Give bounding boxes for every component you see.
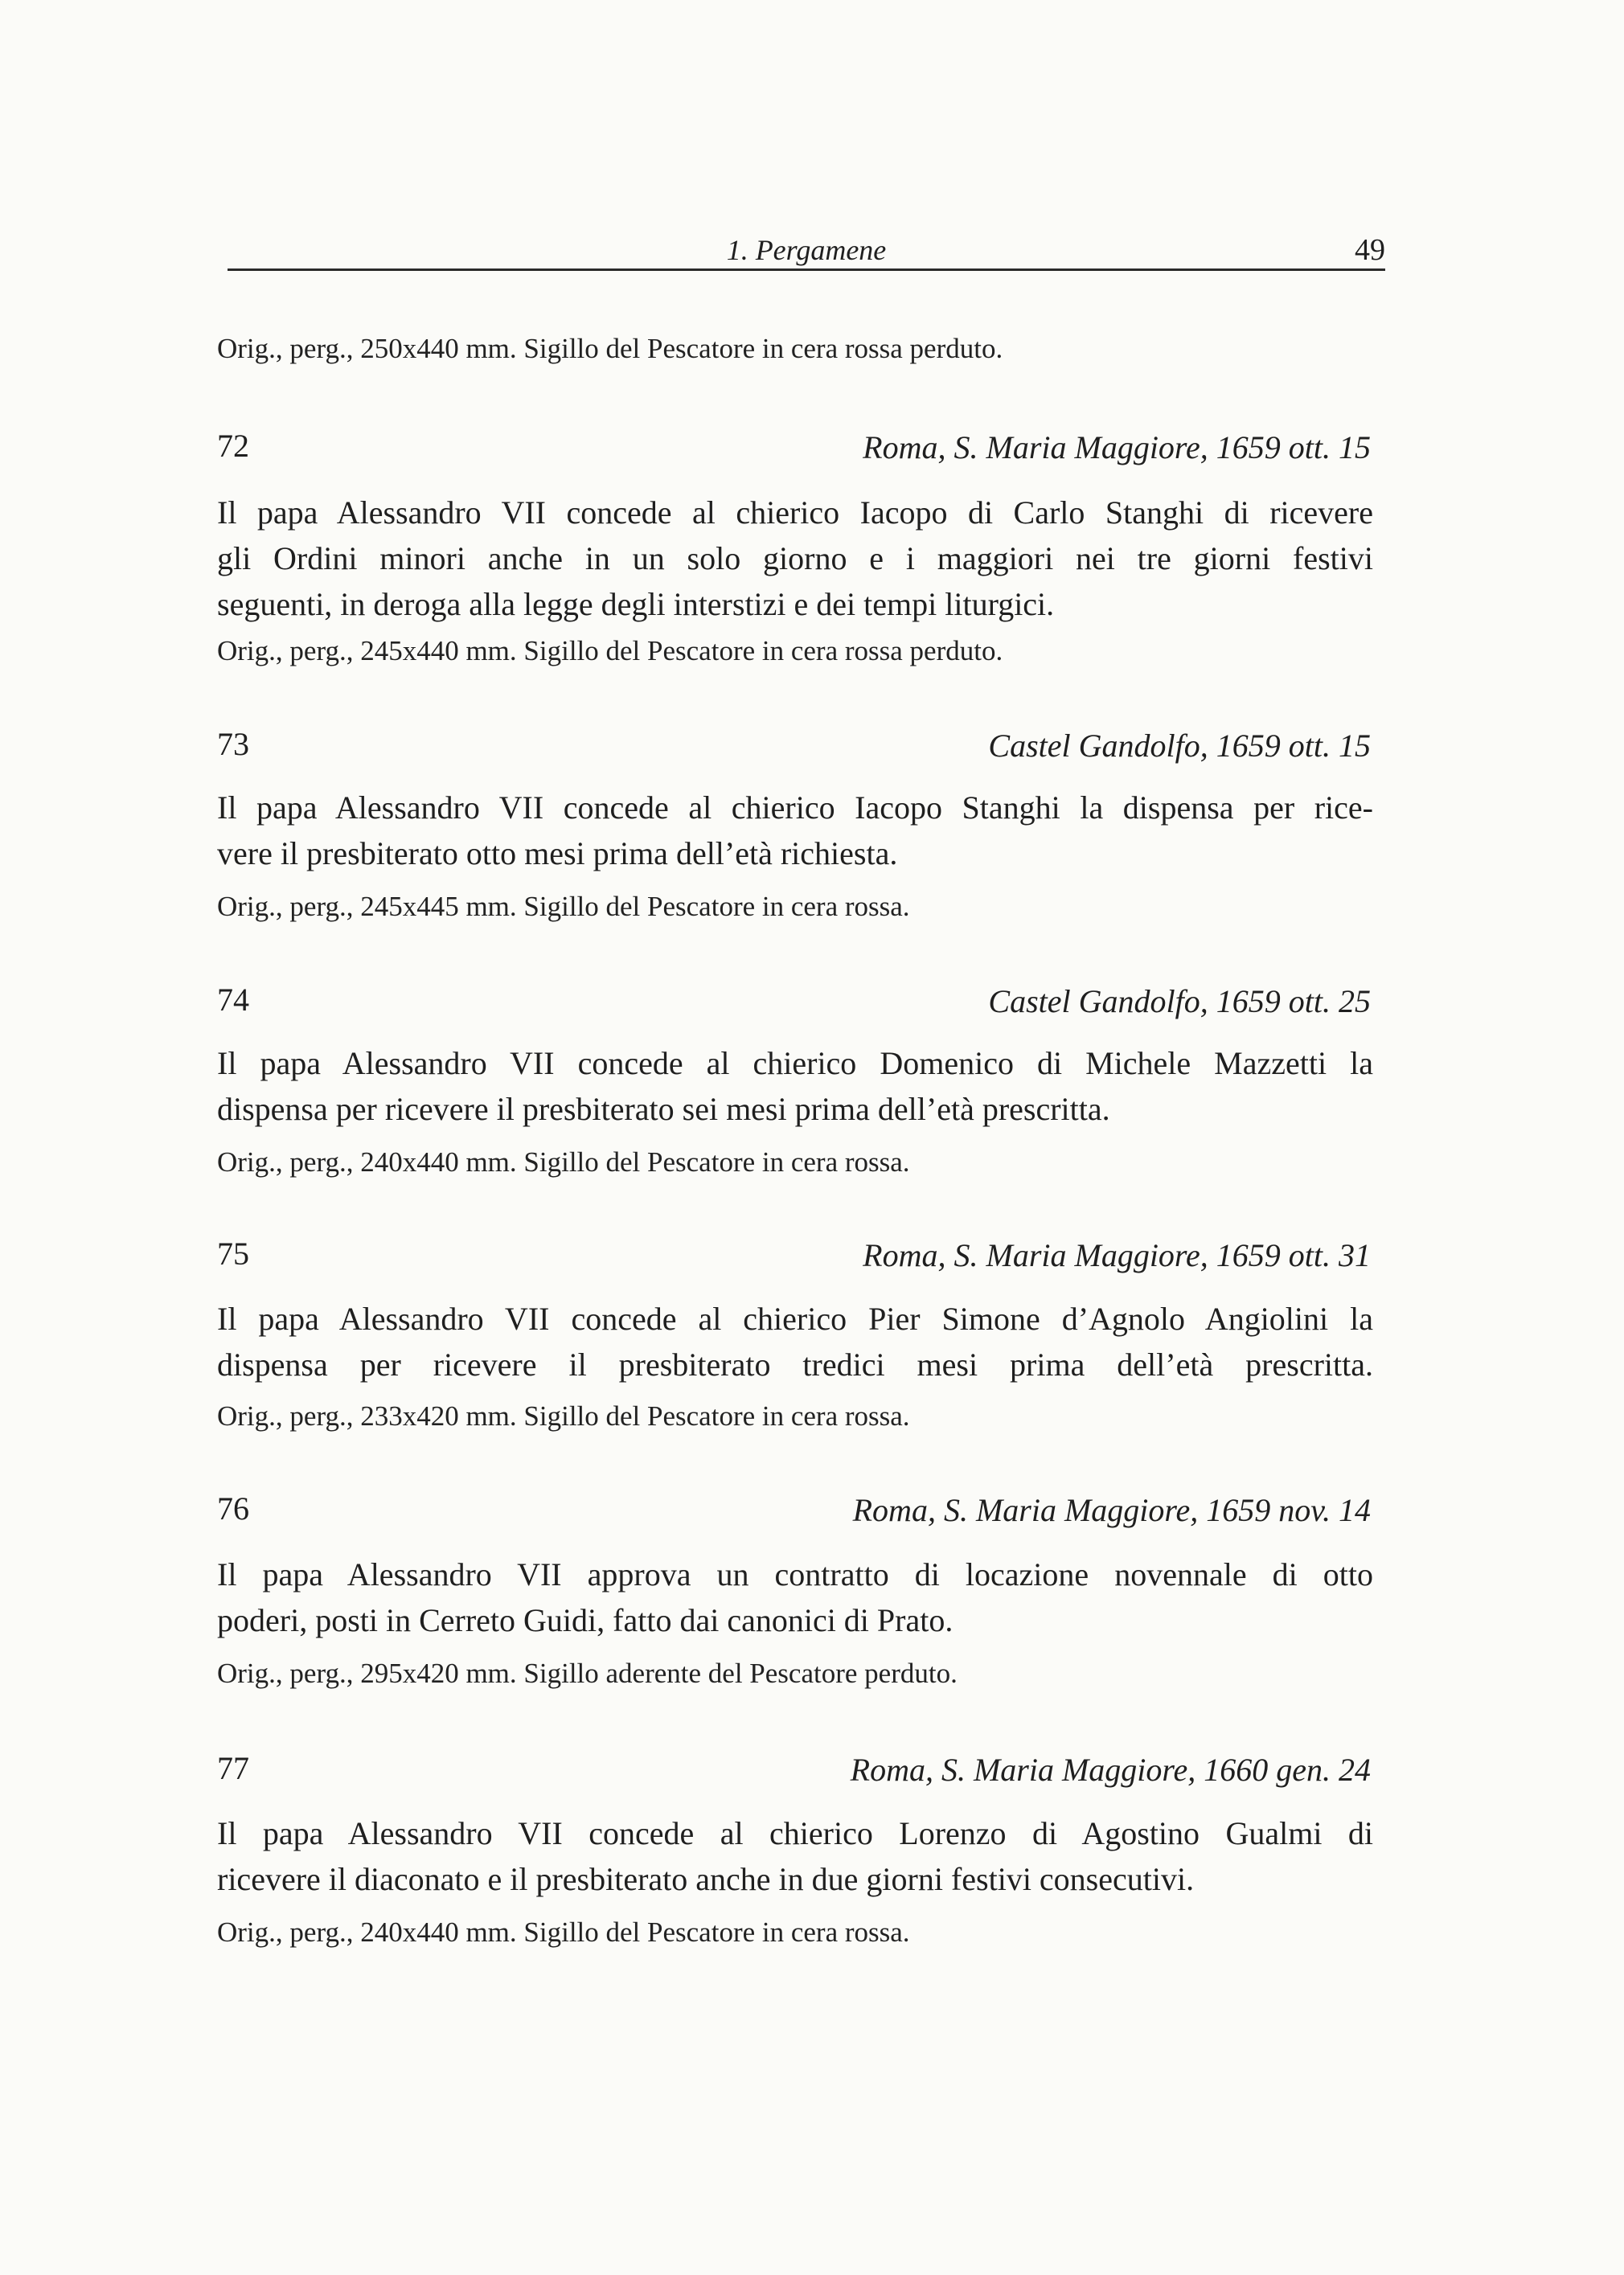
entry-regesto xyxy=(217,1296,1373,1388)
entry-number: 75 xyxy=(217,1236,249,1272)
entry-regesto xyxy=(217,1552,1373,1643)
regesto-line: seguenti, in deroga alla legge degli interstizi e dei tempi liturgici. xyxy=(217,586,1055,622)
entry-number: 77 xyxy=(217,1750,249,1786)
regesto-line: gli Ordini minori anche in un solo giorno e i maggiori nei tre giorni festivi xyxy=(217,540,1373,576)
entry-place-date: Roma, S. Maria Maggiore, 1659 nov. 14 xyxy=(852,1492,1371,1528)
entry-description: Orig., perg., 233x420 mm. Sigillo del Pescatore in cera rossa. xyxy=(217,1400,910,1432)
entry-number: 76 xyxy=(217,1490,249,1527)
entry-description: Orig., perg., 295x420 mm. Sigillo aderente del Pescatore perduto. xyxy=(217,1658,958,1689)
regesto-line: Il papa Alessandro VII concede al chierico Iacopo Stanghi la dispensa per rice- xyxy=(217,789,1373,826)
header-rule xyxy=(228,268,1385,271)
entry-description: Orig., perg., 240x440 mm. Sigillo del Pescatore in cera rossa. xyxy=(217,1146,910,1178)
entry-regesto xyxy=(217,785,1373,876)
regesto-line: dispensa per ricevere il presbiterato tredici mesi prima dell’età prescritta. xyxy=(217,1347,1373,1383)
running-title: 1. Pergamene xyxy=(726,234,887,266)
regesto-line: poderi, posti in Cerreto Guidi, fatto dai canonici di Prato. xyxy=(217,1602,953,1638)
entry-place-date: Castel Gandolfo, 1659 ott. 15 xyxy=(988,728,1371,764)
entry-number: 74 xyxy=(217,982,249,1018)
regesto-line: Il papa Alessandro VII concede al chierico Iacopo di Carlo Stanghi di ricevere xyxy=(217,494,1373,531)
entry-place-date: Roma, S. Maria Maggiore, 1659 ott. 31 xyxy=(863,1237,1371,1273)
regesto-line: Il papa Alessandro VII concede al chierico Lorenzo di Agostino Gualmi di xyxy=(217,1815,1373,1851)
entry-regesto xyxy=(217,1810,1373,1902)
entry-place-date: Castel Gandolfo, 1659 ott. 25 xyxy=(988,983,1371,1019)
entry-place-date: Roma, S. Maria Maggiore, 1660 gen. 24 xyxy=(850,1752,1371,1788)
regesto-line: Il papa Alessandro VII concede al chierico Domenico di Michele Mazzetti la xyxy=(217,1045,1373,1081)
top-description: Orig., perg., 250x440 mm. Sigillo del Pescatore in cera rossa perduto. xyxy=(217,333,1003,364)
regesto-line: Il papa Alessandro VII approva un contratto di locazione novennale di otto xyxy=(217,1556,1373,1592)
entry-regesto xyxy=(217,1040,1373,1132)
regesto-line: ricevere il diaconato e il presbiterato anche in due giorni festivi consecutivi. xyxy=(217,1861,1195,1897)
entry-number: 73 xyxy=(217,726,249,762)
page-number: 49 xyxy=(1355,233,1385,267)
entry-description: Orig., perg., 245x440 mm. Sigillo del Pescatore in cera rossa perduto. xyxy=(217,635,1003,666)
regesto-line: Il papa Alessandro VII concede al chierico Pier Simone d’Agnolo Angiolini la xyxy=(217,1301,1373,1337)
entry-description: Orig., perg., 245x445 mm. Sigillo del Pescatore in cera rossa. xyxy=(217,891,910,922)
regesto-line: dispensa per ricevere il presbiterato sei mesi prima dell’età prescritta. xyxy=(217,1091,1110,1127)
regesto-line: vere il presbiterato otto mesi prima dell’età richiesta. xyxy=(217,835,898,871)
entry-regesto xyxy=(217,490,1373,627)
entry-description: Orig., perg., 240x440 mm. Sigillo del Pescatore in cera rossa. xyxy=(217,1916,910,1948)
entry-number: 72 xyxy=(217,428,249,464)
running-header xyxy=(228,230,1385,270)
entry-place-date: Roma, S. Maria Maggiore, 1659 ott. 15 xyxy=(863,429,1371,465)
